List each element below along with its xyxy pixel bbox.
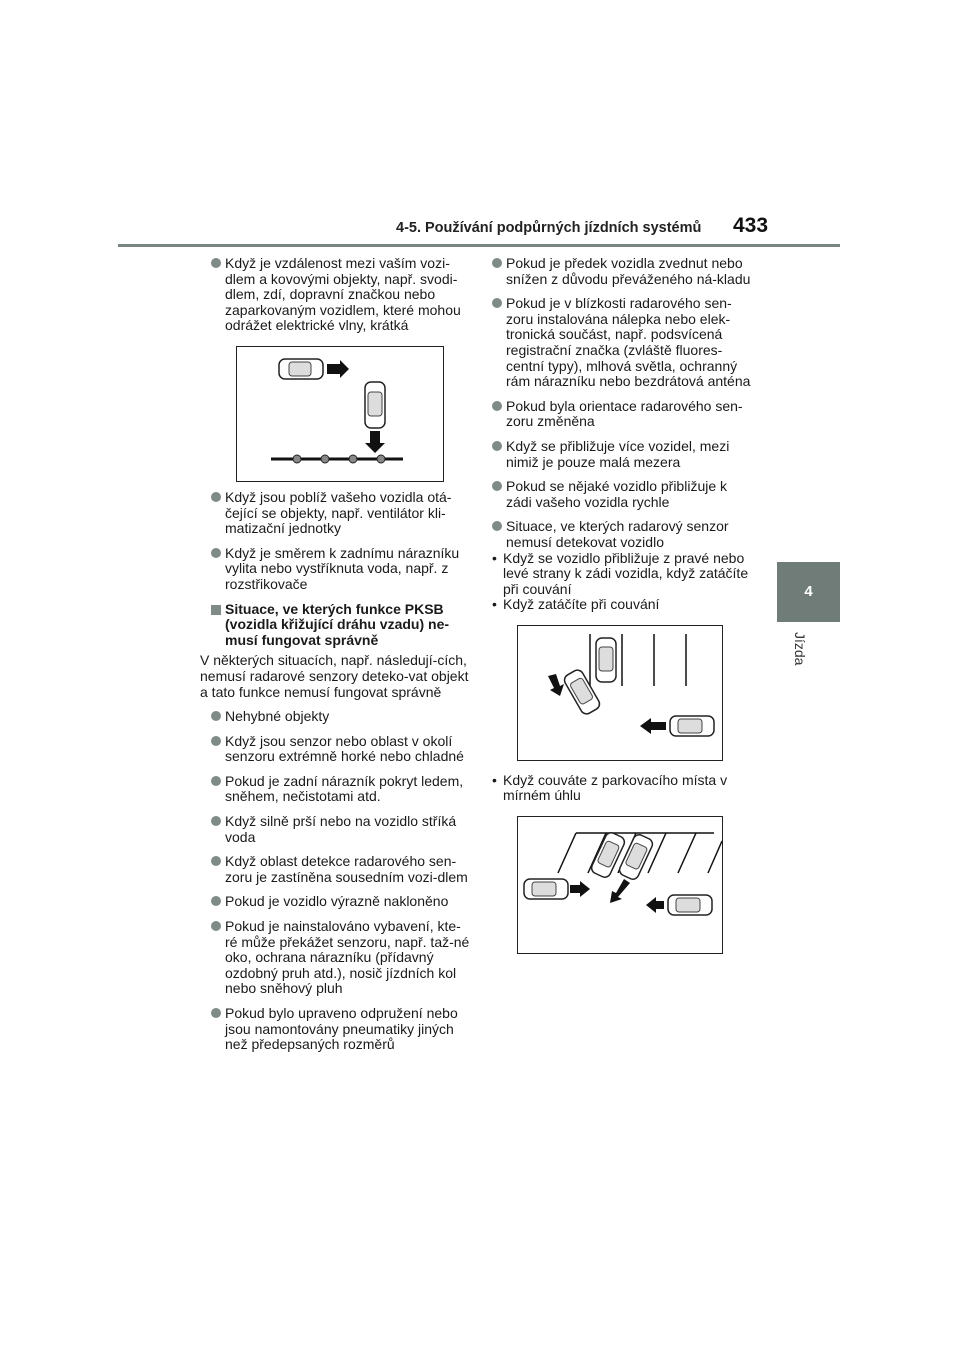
item-text: Když se vozidlo přibližuje z pravé nebo levé strany k zádi vozidla, když zatáčíte při couvání: [503, 549, 749, 597]
bullet-dot-icon: [211, 776, 221, 786]
guardrail-post: [321, 455, 329, 463]
sub-bullet: •: [492, 549, 497, 566]
car-icon: [524, 879, 568, 899]
bullet-dot-icon: [211, 736, 221, 746]
bullet-dot-icon: [211, 711, 221, 721]
list-item: [492, 439, 754, 470]
item-text: Když oblast detekce radarového sen-zoru je zastíněna sousedním vozi-dlem: [225, 853, 468, 885]
bullet-dot-icon: [492, 401, 502, 411]
list-item: [211, 814, 473, 845]
parking-line: [708, 841, 722, 873]
arrow-curve-icon: [548, 674, 564, 696]
figure-turning-reverse: [517, 625, 723, 761]
bullet-dot-icon: [211, 856, 221, 866]
item-text: Situace, ve kterých radarový senzor nemusí detekovat vozidlo: [506, 518, 729, 550]
item-text: Pokud je v blízkosti radarového sen-zoru instalována nálepka nebo elek-tronická součást, např. podsvícená registrační značka (zvláště fluores-centní typy), mlhová světla, ochranný rám nárazníku nebo bezdrátová anténa: [506, 295, 751, 390]
list-item: [211, 709, 473, 725]
item-text: Pokud se nějaké vozidlo přibližuje k zádi vašeho vozidla rychle: [506, 478, 728, 510]
chapter-label-text: Jízda: [792, 632, 808, 666]
car-icon: [279, 359, 323, 379]
guardrail-post: [293, 455, 301, 463]
guardrail-post: [377, 455, 385, 463]
section-heading: [211, 602, 473, 649]
list-item: [211, 490, 473, 537]
item-text: Když silně prší nebo na vozidlo stříká voda: [225, 813, 457, 845]
bullet-dot-icon: [211, 492, 221, 502]
item-text: Když jsou senzor nebo oblast v okolí senzoru extrémně horké nebo chladné: [225, 732, 464, 765]
section-title: 4-5. Používání podpůrných jízdních systémů: [396, 220, 702, 236]
list-item: [211, 919, 473, 997]
car-icon: [365, 382, 385, 428]
heading-text: Situace, ve kterých funkce PKSB (vozidla křižující dráhu vzadu) ne-musí fungovat správně: [225, 600, 450, 648]
item-text: Když je vzdálenost mezi vaším vozi-dlem a kovovými objekty, např. svodi-dlem, zdí, dopravní značkou nebo zaparkovaným vozidlem, které mohou odrážet elektrické vlny, krátká: [225, 255, 461, 334]
item-text: Když zatáčíte při couvání: [503, 596, 660, 613]
item-text: Když jsou poblíž vašeho vozidla otá-čející se objekty, např. ventilátor kli-matizační jednotky: [225, 488, 452, 537]
chapter-tab: 4: [777, 562, 840, 622]
arrow-down-icon: [365, 431, 385, 453]
list-item: [492, 399, 754, 430]
arrow-left-icon: [640, 718, 666, 734]
item-text: Když je směrem k zadnímu nárazníku vylita nebo vystříknuta voda, např. z rozstřikovače: [225, 544, 460, 592]
car-icon: [668, 895, 712, 915]
list-item: [211, 854, 473, 885]
bullet-dot-icon: [211, 1008, 221, 1018]
item-text: Pokud je zadní nárazník pokryt ledem, sněhem, nečistotami atd.: [225, 772, 464, 805]
bullet-dot-icon: [492, 258, 502, 268]
list-item: [211, 1006, 473, 1053]
list-item: [211, 734, 473, 765]
item-text: Pokud byla orientace radarového sen-zoru změněna: [506, 397, 743, 430]
bullet-dot-icon: [211, 921, 221, 931]
right-column: [492, 256, 754, 954]
sub-list-item: [489, 597, 754, 613]
parking-line: [678, 833, 696, 873]
parking-line: [558, 833, 576, 873]
sub-bullet: •: [492, 771, 497, 788]
parking-diagram-2: [518, 626, 722, 760]
item-text: Pokud je předek vozidla zvednut nebo snížen z důvodu převáženého ná-kladu: [506, 255, 751, 287]
list-item: [211, 774, 473, 805]
list-item: [211, 256, 473, 334]
item-text: Pokud je vozidlo výrazně nakloněno: [225, 893, 449, 910]
bullet-dot-icon: [492, 521, 502, 531]
bullet-dot-icon: [492, 441, 502, 451]
bullet-dot-icon: [492, 481, 502, 491]
sub-bullet: •: [492, 596, 497, 613]
page-header: [0, 214, 960, 244]
arrow-right-icon: [570, 881, 590, 897]
parking-diagram-3: [518, 817, 722, 953]
list-item: [492, 296, 754, 390]
sub-list-item: [489, 551, 754, 598]
bullet-dot-icon: [211, 896, 221, 906]
intro-paragraph: V některých situacích, např. následují-cích, nemusí radarové senzory deteko-vat objekt a tato funkce nemusí fungovat správně: [200, 652, 469, 700]
item-text: Když se přibližuje více vozidel, mezi nimiž je pouze malá mezera: [506, 437, 730, 470]
page-number: 433: [733, 214, 769, 237]
left-column: [200, 255, 473, 1062]
bullet-dot-icon: [211, 548, 221, 558]
figure-metal-objects: [236, 346, 444, 482]
bullet-dot-icon: [211, 258, 221, 268]
chapter-tab-label: [792, 632, 808, 672]
arrow-diagonal-icon: [610, 879, 630, 903]
item-text: Pokud bylo upraveno odpružení nebo jsou namontovány pneumatiky jiných než předepsaných rozměrů: [225, 1005, 458, 1053]
car-icon: [596, 638, 616, 682]
figure-angled-parking: [517, 816, 723, 954]
arrow-right-icon: [327, 360, 349, 378]
list-item: [492, 256, 754, 287]
guardrail-post: [349, 455, 357, 463]
bullet-dot-icon: [492, 298, 502, 308]
item-text: Pokud je nainstalováno vybavení, kte-ré může překážet senzoru, např. taž-né oko, ochrana nárazníku (přídavný ozdobný pruh atd.), nosič jízdních kol nebo sněhový pluh: [225, 918, 470, 997]
sub-list-item: [489, 773, 754, 804]
arrow-left-icon: [646, 897, 664, 913]
item-text: Když couváte z parkovacího místa v mírném úhlu: [503, 771, 728, 804]
list-item: [211, 546, 473, 593]
list-item: [211, 894, 473, 910]
car-icon: [670, 716, 714, 736]
parking-diagram-1: [237, 347, 443, 481]
heading-square-icon: [211, 605, 221, 615]
bullet-dot-icon: [211, 816, 221, 826]
item-text: Nehybné objekty: [225, 708, 330, 725]
list-item: [492, 519, 754, 550]
header-rule: [118, 244, 840, 247]
list-item: [492, 479, 754, 510]
